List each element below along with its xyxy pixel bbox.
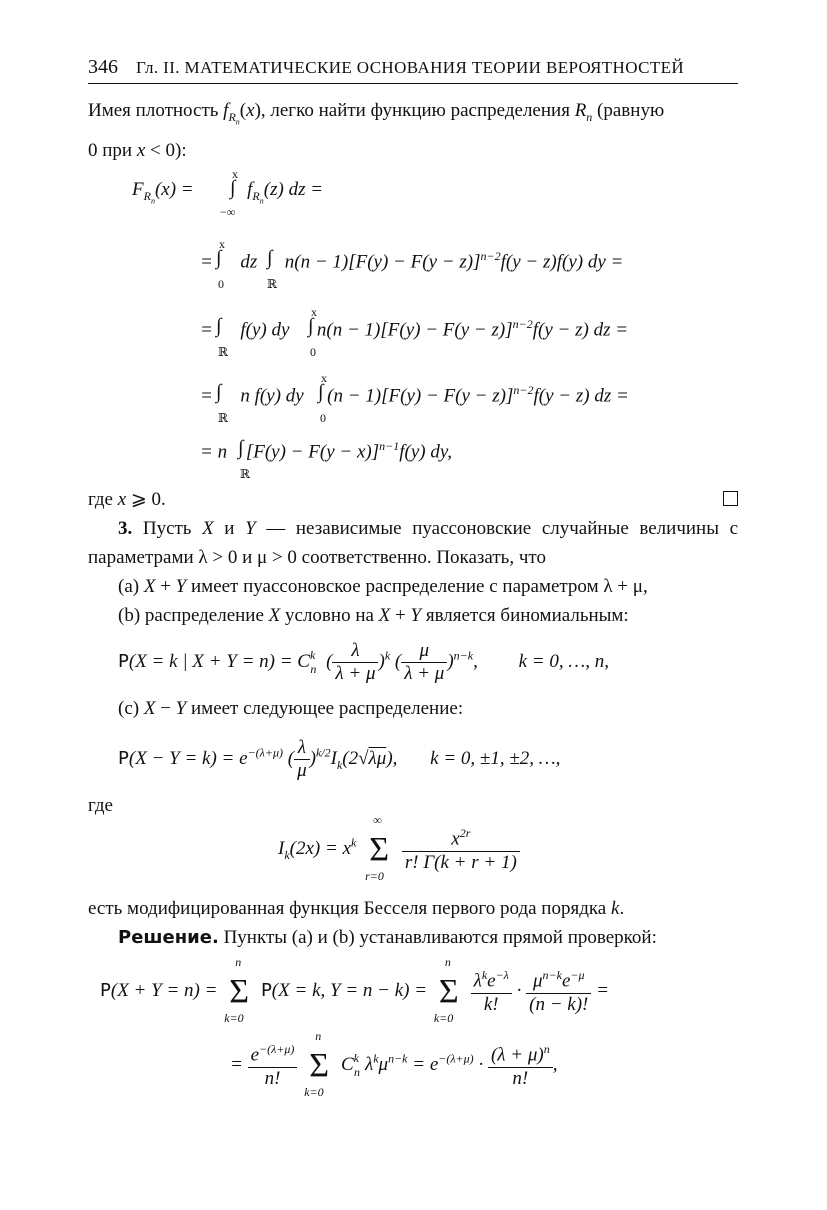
problem-3-part-c: (c) X − Y имеет следующее распределение:: [118, 698, 464, 720]
eq1-line5: = n $[F(y) - F(y - x)]^{n-1}f(y)$ dy,: [200, 439, 453, 463]
eq1-line2: = dz $n(n - 1)[F(y) - F(y - z)]^{n-2}f(y - z)f(y)$ dy =: [200, 249, 624, 273]
problem-3-part-a: (a) X + Y имеет пуассоновское распределение с параметром λ + μ,: [118, 576, 648, 598]
eq1-line3: = f(y) dy $n(n - 1)[F(y) - F(y - z)]^{n-2}f(y - z)$ dz =: [200, 317, 629, 341]
solution-derivation: [88, 952, 738, 1112]
solution-eq-line2: = $\frac{e^{-(\lambda+\mu)}}{n!}$ n Σ k=0 $C^k_n$ $\lambda^k\mu^{n-k} = e^{-(\lambda+\mu)}$ · $\frac{(\lambda + \mu)^n}{n!}$ ,: [230, 1028, 558, 1099]
solution-intro: Решение. Пункты (a) и (b) устанавливаются прямой проверкой:: [118, 927, 657, 949]
qed-icon: [723, 491, 738, 506]
bessel-formula: $I_k(2x) = x^k$ ∞ Σ r=0 $\frac{x^{2r}}{r! \Gamma(k + r + 1)}$: [88, 820, 738, 894]
binomial-formula: P(X = k | $X + Y = n) = C^k_n$ ( $\frac{\lambda}{\lambda + \mu}$ )$^k$ ( $\frac{\mu}{\lambda + \mu}$ )$^{n-k}$, k = 0, …, n,: [118, 640, 609, 685]
solution-eq-line1: P(X + Y = n) = n Σ k=0 P(X = k, Y = n − k) = n Σ k=0 $\frac{\lambda^ke^{-\lambda}}{k!}$ · $\frac{\mu^{n-k}e^{-\mu}}{(n - k)!}$ =: [100, 954, 609, 1025]
where-line: где x ⩾ 0.: [88, 485, 738, 514]
intro-paragraph: Имея плотность $f_{R_n}(x)$, легко найти функцию распределения $R_n$ (равную 0 при x < 0):: [88, 100, 665, 162]
bessel-description: есть модифицированная функция Бесселя первого рода порядка k.: [88, 898, 625, 920]
chapter-title: Гл. II. МАТЕМАТИЧЕСКИЕ ОСНОВАНИЯ ТЕОРИИ ВЕРОЯТНОСТЕЙ: [136, 58, 685, 77]
problem-3-part-b: (b) распределение X условно на X + Y является биномиальным:: [118, 605, 629, 627]
page: [88, 56, 738, 1112]
where-label: где: [88, 795, 113, 817]
eq1-line4: = n f(y) dy $(n - 1)[F(y) - F(y - z)]^{n-2}f(y - z)$ dz =: [200, 383, 629, 407]
eq1-line1: $F_{R_n}(x) = f_{R_n}(z)$ dz =: [132, 179, 324, 206]
difference-distribution-formula: $P(X - Y = k) = e^{-(\lambda+\mu)}$ ( $\frac{\lambda}{\mu}$ )$^{k/2}I_k(2√\lambda\mu)$, k = 0, ±1, ±2, …,: [118, 737, 561, 782]
running-header: [88, 56, 738, 84]
distribution-derivation: $F_{R_n}(x) = f_{R_n}(z)$ dz = x ∫ −∞ = dz $n(n - 1)[F(y) - F(y - z)]^{n-2}f(y - z)f(y)$ dy = x ∫ 0 ∫ ℝ = f(y) dy $n(n - 1)[F(y) - F(y - z)]^{n-2}f(y - z)$ dz = ∫ ℝ x ∫ 0 = n f(y) dy $(n - 1)[F(y) - F(y - z)]^{n-2}f(y - z)$ dz = ∫ ℝ x ∫ 0 = n $[F(y) - F(y - x)]^{n-1}f(y)$ dy, ∫ ℝ: [132, 167, 629, 482]
page-number: 346: [88, 56, 118, 78]
problem-3-statement: 3. Пусть X и Y — независимые пуассоновские случайные величины с параметрами λ > 0 и μ > 0 соответственно. Показать, что: [88, 518, 739, 569]
